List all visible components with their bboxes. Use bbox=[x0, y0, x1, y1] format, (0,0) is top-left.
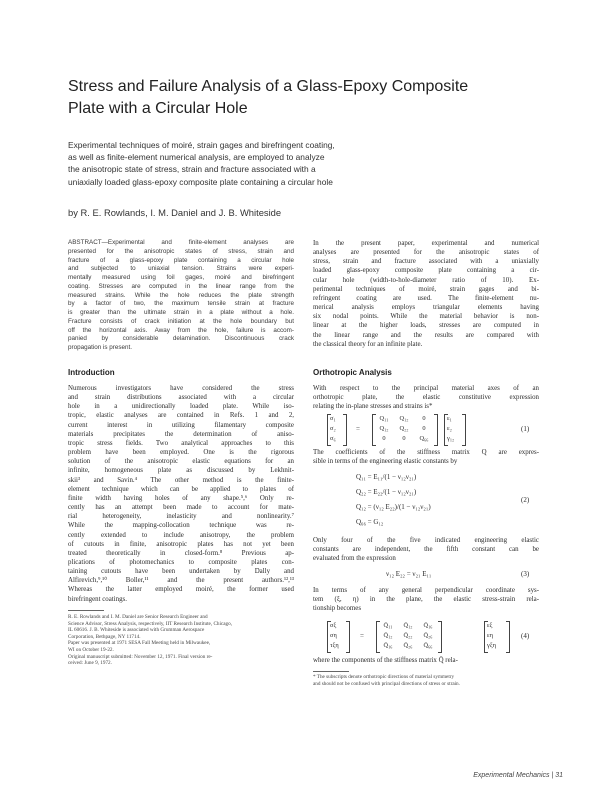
right-intro-line: the linear range and the results are compared with bbox=[313, 331, 539, 339]
intro-line: skii³ and Savin.⁴ The other method is the finite- bbox=[68, 476, 294, 484]
equation-3: ν₁₂ E₂₂ = ν₂₁ E₁₁ bbox=[386, 570, 432, 578]
footnote-rule bbox=[68, 610, 104, 611]
eq1-rhs bbox=[447, 414, 454, 444]
footnote-line: * The subscripts denote orthotropic directions of material symmetry bbox=[313, 674, 455, 680]
abstract-line: coating. Stresses are computed in the linear range from the bbox=[68, 282, 294, 290]
ortho-line: The coefficients of the stiffness matrix Q are expres- bbox=[313, 449, 539, 456]
matrix-entry: Q₂₂ bbox=[399, 425, 409, 432]
equation-number: (3) bbox=[521, 570, 530, 578]
abstract-line: by a factor of two, the maximum tensile strain at fracture bbox=[68, 300, 294, 308]
equation-number: (1) bbox=[521, 425, 530, 433]
right-intro-line: loaded glass-epoxy composite plate containing a cir- bbox=[313, 267, 539, 275]
author-footnote bbox=[68, 614, 294, 667]
footnote-line: and should not be confused with principal directions of stress or strain. bbox=[313, 680, 460, 687]
matrix-entry: 0 bbox=[382, 435, 386, 442]
footnote-line: Science Advisor, Stress Analysis, respectively, IIT Research Institute, Chicago, bbox=[68, 620, 233, 627]
intro-line: treated theoretically in closed-form.⁸ Previous ap- bbox=[68, 549, 294, 557]
intro-line: While the mapping-collocation technique was re- bbox=[68, 522, 294, 530]
eq4-lhs-entry: τξη bbox=[330, 642, 339, 649]
intro-line: of cutouts in finite, anisotropic plates has not yet been bbox=[68, 540, 294, 548]
matrix-entry: Q₁₂ bbox=[379, 425, 389, 432]
equals-sign: = bbox=[356, 425, 360, 433]
ortho-paragraph-4 bbox=[313, 586, 539, 613]
right-intro bbox=[313, 239, 539, 349]
intro-line: finite width having holes of any shape.⁵,⁶ Only re- bbox=[68, 494, 294, 502]
footnote-line: R. E. Rowlands and I. M. Daniel are Senior Research Engineer and bbox=[68, 614, 208, 620]
eq1-lhs bbox=[330, 414, 336, 444]
footnote-line: Corporation, Bethpage, NY 11714. bbox=[68, 633, 141, 640]
abstract-line: presented for the anisotropic states of stress, strain and bbox=[68, 247, 294, 255]
footnote-line: Paper was presented at 1971 SESA Fall Meeting held in Milwaukee, bbox=[68, 640, 211, 647]
abstract-line: panied by considerable delamination. Discontinuous crack bbox=[68, 335, 294, 343]
bracket-right bbox=[343, 414, 347, 446]
lead-line: Experimental techniques of moiré, strain gages and birefringent coating, bbox=[68, 140, 335, 150]
matrix-entry: 0 bbox=[422, 425, 426, 432]
equation-number: (4) bbox=[521, 632, 530, 640]
title-line-1: Stress and Failure Analysis of a Glass-Epoxy Composite bbox=[68, 78, 469, 95]
intro-line: birefringent coatings. bbox=[68, 595, 127, 603]
intro-line: Whereas the latter employed moiré, the former used bbox=[68, 586, 294, 594]
bracket-right bbox=[434, 414, 438, 446]
equation-number: (2) bbox=[521, 496, 530, 504]
ortho-paragraph-5 bbox=[313, 656, 539, 665]
bracket-right bbox=[462, 414, 466, 446]
matrix-entry: Q₆₆ bbox=[419, 435, 429, 442]
eq2-line: Q₁₁ = E₁₁/(1 − ν₁₂ν₂₁) bbox=[356, 473, 417, 481]
eq2-line: Q₁₂ = (ν₁₂ E₂₂)/(1 − ν₁₂ν₂₁) bbox=[356, 503, 431, 511]
intro-line: hole in a unidirectionally loaded plate. While iso- bbox=[68, 403, 294, 411]
ortho-line: sible in terms of the engineering elastic constants by bbox=[313, 458, 458, 466]
ortho-line: With respect to the principal material axes of an bbox=[313, 385, 539, 392]
lead-paragraph bbox=[68, 139, 538, 188]
footnote-rule bbox=[313, 671, 349, 672]
ortho-paragraph-2 bbox=[313, 448, 539, 466]
matrix-entry: 0 bbox=[422, 415, 426, 422]
abstract-line: propagation is present. bbox=[68, 344, 133, 351]
intro-line: cently has an attempt been made to account for mate- bbox=[68, 504, 294, 512]
matrix-entry: Q̄₂₆ bbox=[423, 632, 433, 639]
intro-line: problem have been employed. One is the rigorous bbox=[68, 449, 294, 457]
abstract-line: is greater than the ultimate strain in a plate without a hole. bbox=[68, 309, 294, 316]
eq1-rhs-entry: ε₂ bbox=[447, 425, 452, 432]
right-intro-line: the classical theory for an infinite plate. bbox=[313, 340, 423, 348]
ortho-heading: Orthotropic Analysis bbox=[313, 368, 392, 377]
matrix-entry: Q₁₁ bbox=[379, 415, 389, 422]
footnote-line: IL 60616. J. B. Whiteside is associated with Grumman Aerospace bbox=[68, 627, 205, 634]
matrix-entry: Q̄₁₂ bbox=[383, 632, 393, 639]
bracket-right bbox=[346, 621, 350, 653]
intro-line: Alfirevich,⁹,¹⁰ Boller,¹¹ and the present authors.¹²,¹³ bbox=[68, 577, 294, 585]
intro-line: plications of photomechanics to composite plates con- bbox=[68, 558, 294, 566]
lead-line: uniaxially loaded glass-epoxy composite plate containing a circular hole bbox=[68, 176, 333, 187]
intro-line: tropic stress fields. Two analytical approaches to this bbox=[68, 439, 294, 447]
eq4-rhs bbox=[487, 621, 496, 651]
matrix-entry: Q̄₁₆ bbox=[383, 642, 393, 649]
intro-line: element technique which can be applied to plates of bbox=[68, 485, 294, 493]
intro-heading: Introduction bbox=[68, 368, 115, 377]
paper-title bbox=[68, 76, 548, 120]
eq2-line: Q₆₆ = G₁₂ bbox=[356, 518, 384, 526]
intro-line: and strain distributions associated with a circular bbox=[68, 394, 294, 402]
matrix-entry: Q̄₂₆ bbox=[403, 642, 413, 649]
intro-body bbox=[68, 384, 294, 604]
abstract-line: off the horizontal axis. Away from the hole, failure is accom- bbox=[68, 326, 294, 334]
abstract-line: ABSTRACT—Experimental and finite-element analyses are bbox=[68, 239, 294, 246]
intro-line: rial heterogeneity, inelasticity and nonlinearity.⁷ bbox=[68, 513, 294, 521]
matrix-entry: 0 bbox=[402, 435, 406, 442]
matrix-entry: Q̄₁₆ bbox=[423, 622, 433, 629]
intro-line: cently extended to include anisotropy, the problem bbox=[68, 531, 294, 539]
matrix-entry: Q̄₁₂ bbox=[403, 622, 413, 629]
intro-line: infinite, homogeneous plate as discussed by Lekhnit- bbox=[68, 467, 294, 475]
right-intro-line: cular hole (width-to-hole-diameter ratio of 10). Ex- bbox=[313, 276, 539, 284]
ortho-line: In terms of any general perpendicular coordinate sys- bbox=[313, 587, 539, 594]
intro-line: solution of the anisotropic elastic equations for an bbox=[68, 458, 294, 466]
right-intro-line: stress, strain and fracture associated with a uniaxially bbox=[313, 258, 539, 266]
matrix-entry: Q̄₆₆ bbox=[423, 642, 433, 649]
eq4-rhs-entry: γξη bbox=[487, 642, 497, 649]
footnote-line: Original manuscript submitted: November 12, 1971. Final version re- bbox=[68, 653, 213, 660]
right-intro-line: In the present paper, experimental and numerical bbox=[313, 240, 539, 247]
bracket-right bbox=[506, 621, 510, 653]
eq1-rhs-entry: ε₁ bbox=[447, 415, 452, 422]
intro-line: Numerous investigators have considered the stress bbox=[68, 385, 294, 392]
matrix-entry: Q₁₂ bbox=[399, 415, 409, 422]
eq1-matrix bbox=[374, 414, 434, 444]
eq1-lhs-entry: σ₆ bbox=[330, 435, 336, 442]
abstract-line: and subjected to uniaxial tension. Strains were experi- bbox=[68, 265, 294, 273]
abstract bbox=[68, 239, 294, 353]
abstract-line: mentally measured using foil gages, moiré and birefringent bbox=[68, 274, 294, 281]
intro-line: tropic, elastic analyses are contained in Refs. 1 and 2, bbox=[68, 412, 294, 420]
right-intro-line: refringent coating are used. The finite-element nu- bbox=[313, 294, 539, 302]
eq1-lhs-entry: σ₁ bbox=[330, 415, 336, 422]
page-footer: Experimental Mechanics | 31 bbox=[473, 772, 563, 779]
title-line-2: Plate with a Circular Hole bbox=[68, 100, 248, 117]
ortho-paragraph-3 bbox=[313, 536, 539, 563]
author-byline: by R. E. Rowlands, I. M. Daniel and J. B. Whiteside bbox=[68, 207, 282, 218]
eq1-lhs-entry: σ₂ bbox=[330, 425, 336, 432]
eq4-rhs-entry: εη bbox=[487, 632, 494, 639]
eq2-line: Q₂₂ = E₂₂/(1 − ν₁₂ν₂₁) bbox=[356, 488, 417, 496]
subscript-footnote bbox=[313, 674, 539, 687]
eq4-lhs-entry: σξ bbox=[330, 622, 337, 629]
abstract-line: fracture of a glass-epoxy plate containing a circular hole bbox=[68, 256, 294, 264]
footnote-line: WI on October 19-22. bbox=[68, 646, 114, 653]
right-intro-line: perimental techniques of moiré, strain gages and bi- bbox=[313, 285, 539, 293]
ortho-line: tem (ξ, η) in the plane, the elastic stress-strain rela- bbox=[313, 596, 539, 604]
matrix-entry: Q̄₁₁ bbox=[383, 622, 393, 629]
ortho-line: tionship becomes bbox=[313, 605, 362, 613]
right-intro-line: analyses are presented for the anisotropic states of bbox=[313, 249, 539, 257]
footnote-line: ceived: June 9, 1972. bbox=[68, 660, 112, 667]
intro-line: taining cutouts have been undertaken by Dally and bbox=[68, 568, 294, 576]
abstract-line: measured strains. While the hole reduces the plate strength bbox=[68, 291, 294, 299]
ortho-line: evaluated from the expression bbox=[313, 555, 396, 563]
matrix-entry: Q̄₂₂ bbox=[403, 632, 413, 639]
ortho-paragraph-1 bbox=[313, 384, 539, 411]
bracket-right bbox=[438, 621, 442, 653]
eq4-lhs-entry: ση bbox=[330, 632, 337, 639]
ortho-line: relating the in-plane stresses and strains is* bbox=[313, 403, 433, 411]
ortho-line: Only four of the five indicated engineering elastic bbox=[313, 537, 539, 544]
ortho-line: orthotropic plate, the elastic constitutive expression bbox=[313, 394, 539, 402]
lead-line: as well as finite-element numerical analysis, are employed to analyze bbox=[68, 152, 325, 163]
abstract-line: Fracture consists of crack initiation at the hole boundary but bbox=[68, 317, 294, 325]
equals-sign: = bbox=[360, 632, 364, 640]
intro-line: current interest in utilizing filamentary composite bbox=[68, 421, 294, 429]
lead-line: the anisotropic state of stress, strain and fracture associated with a bbox=[68, 164, 316, 175]
eq4-rhs-entry: εξ bbox=[487, 622, 493, 629]
ortho-line: where the components of the stiffness matrix Q̄ rela- bbox=[313, 657, 458, 664]
right-intro-line: linear at the higher loads, stresses are computed in bbox=[313, 322, 539, 330]
eq4-matrix bbox=[378, 621, 438, 651]
right-intro-line: six nodal points. While the material behavior is non- bbox=[313, 313, 539, 321]
eq1-rhs-entry: γ₁₂ bbox=[447, 435, 455, 442]
intro-line: materials precipitates the determination of aniso- bbox=[68, 430, 294, 438]
ortho-line: constants are independent, the fifth constant can be bbox=[313, 546, 539, 554]
right-intro-line: merical analysis employs triangular elements having bbox=[313, 304, 539, 312]
eq4-lhs bbox=[330, 621, 339, 651]
